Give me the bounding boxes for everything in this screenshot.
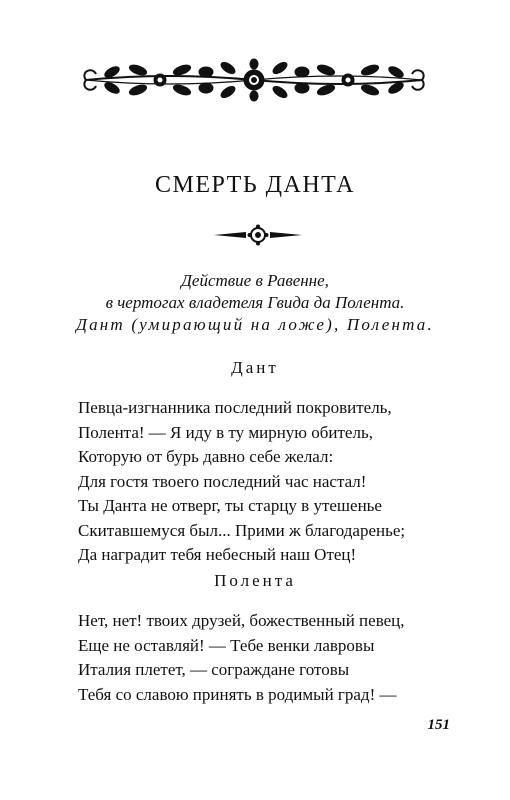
speaker-name: Полента bbox=[214, 571, 296, 590]
verse-line: Скитавшемуся был... Прими ж благодаренье; bbox=[78, 520, 406, 540]
verse-line: Тебя со славою принять в родимый град! — bbox=[78, 684, 397, 704]
verse-line: Певца-изгнанника последний покровитель, bbox=[78, 398, 392, 417]
verse-block bbox=[78, 609, 405, 707]
speaker-name: Дант bbox=[231, 358, 279, 377]
verse-line: Для гостя твоего последний час настал! bbox=[78, 471, 367, 491]
verse-block bbox=[78, 396, 405, 568]
stage-direction bbox=[0, 270, 510, 336]
verse-line: Еще не оставляй! — Тебе венки лавровы bbox=[78, 635, 375, 655]
floral-border-ornament-icon bbox=[78, 58, 430, 102]
verse-line: Которую от бурь давно себе желал: bbox=[78, 447, 334, 466]
verse-line: Италия плетет, — сограждане готовы bbox=[78, 660, 350, 679]
poem-title: СМЕРТЬ ДАНТА bbox=[155, 172, 355, 198]
page-number: 151 bbox=[427, 717, 450, 733]
stage-direction-line: Действие в Равенне, bbox=[181, 271, 329, 290]
small-rosette-ornament-icon bbox=[212, 224, 304, 246]
verse-line: Ты Данта не отверг, ты старцу в утешенье bbox=[78, 496, 382, 515]
verse-line: Нет, нет! твоих друзей, божественный певец, bbox=[78, 611, 405, 630]
stage-direction-line: Дант (умирающий на ложе), Полента. bbox=[76, 315, 434, 334]
verse-line: Да наградит тебя небесный наш Отец! bbox=[78, 545, 357, 564]
stage-direction-line: в чертогах владетеля Гвида да Полента. bbox=[105, 293, 405, 312]
verse-line: Полента! — Я иду в ту мирную обитель, bbox=[78, 422, 373, 442]
